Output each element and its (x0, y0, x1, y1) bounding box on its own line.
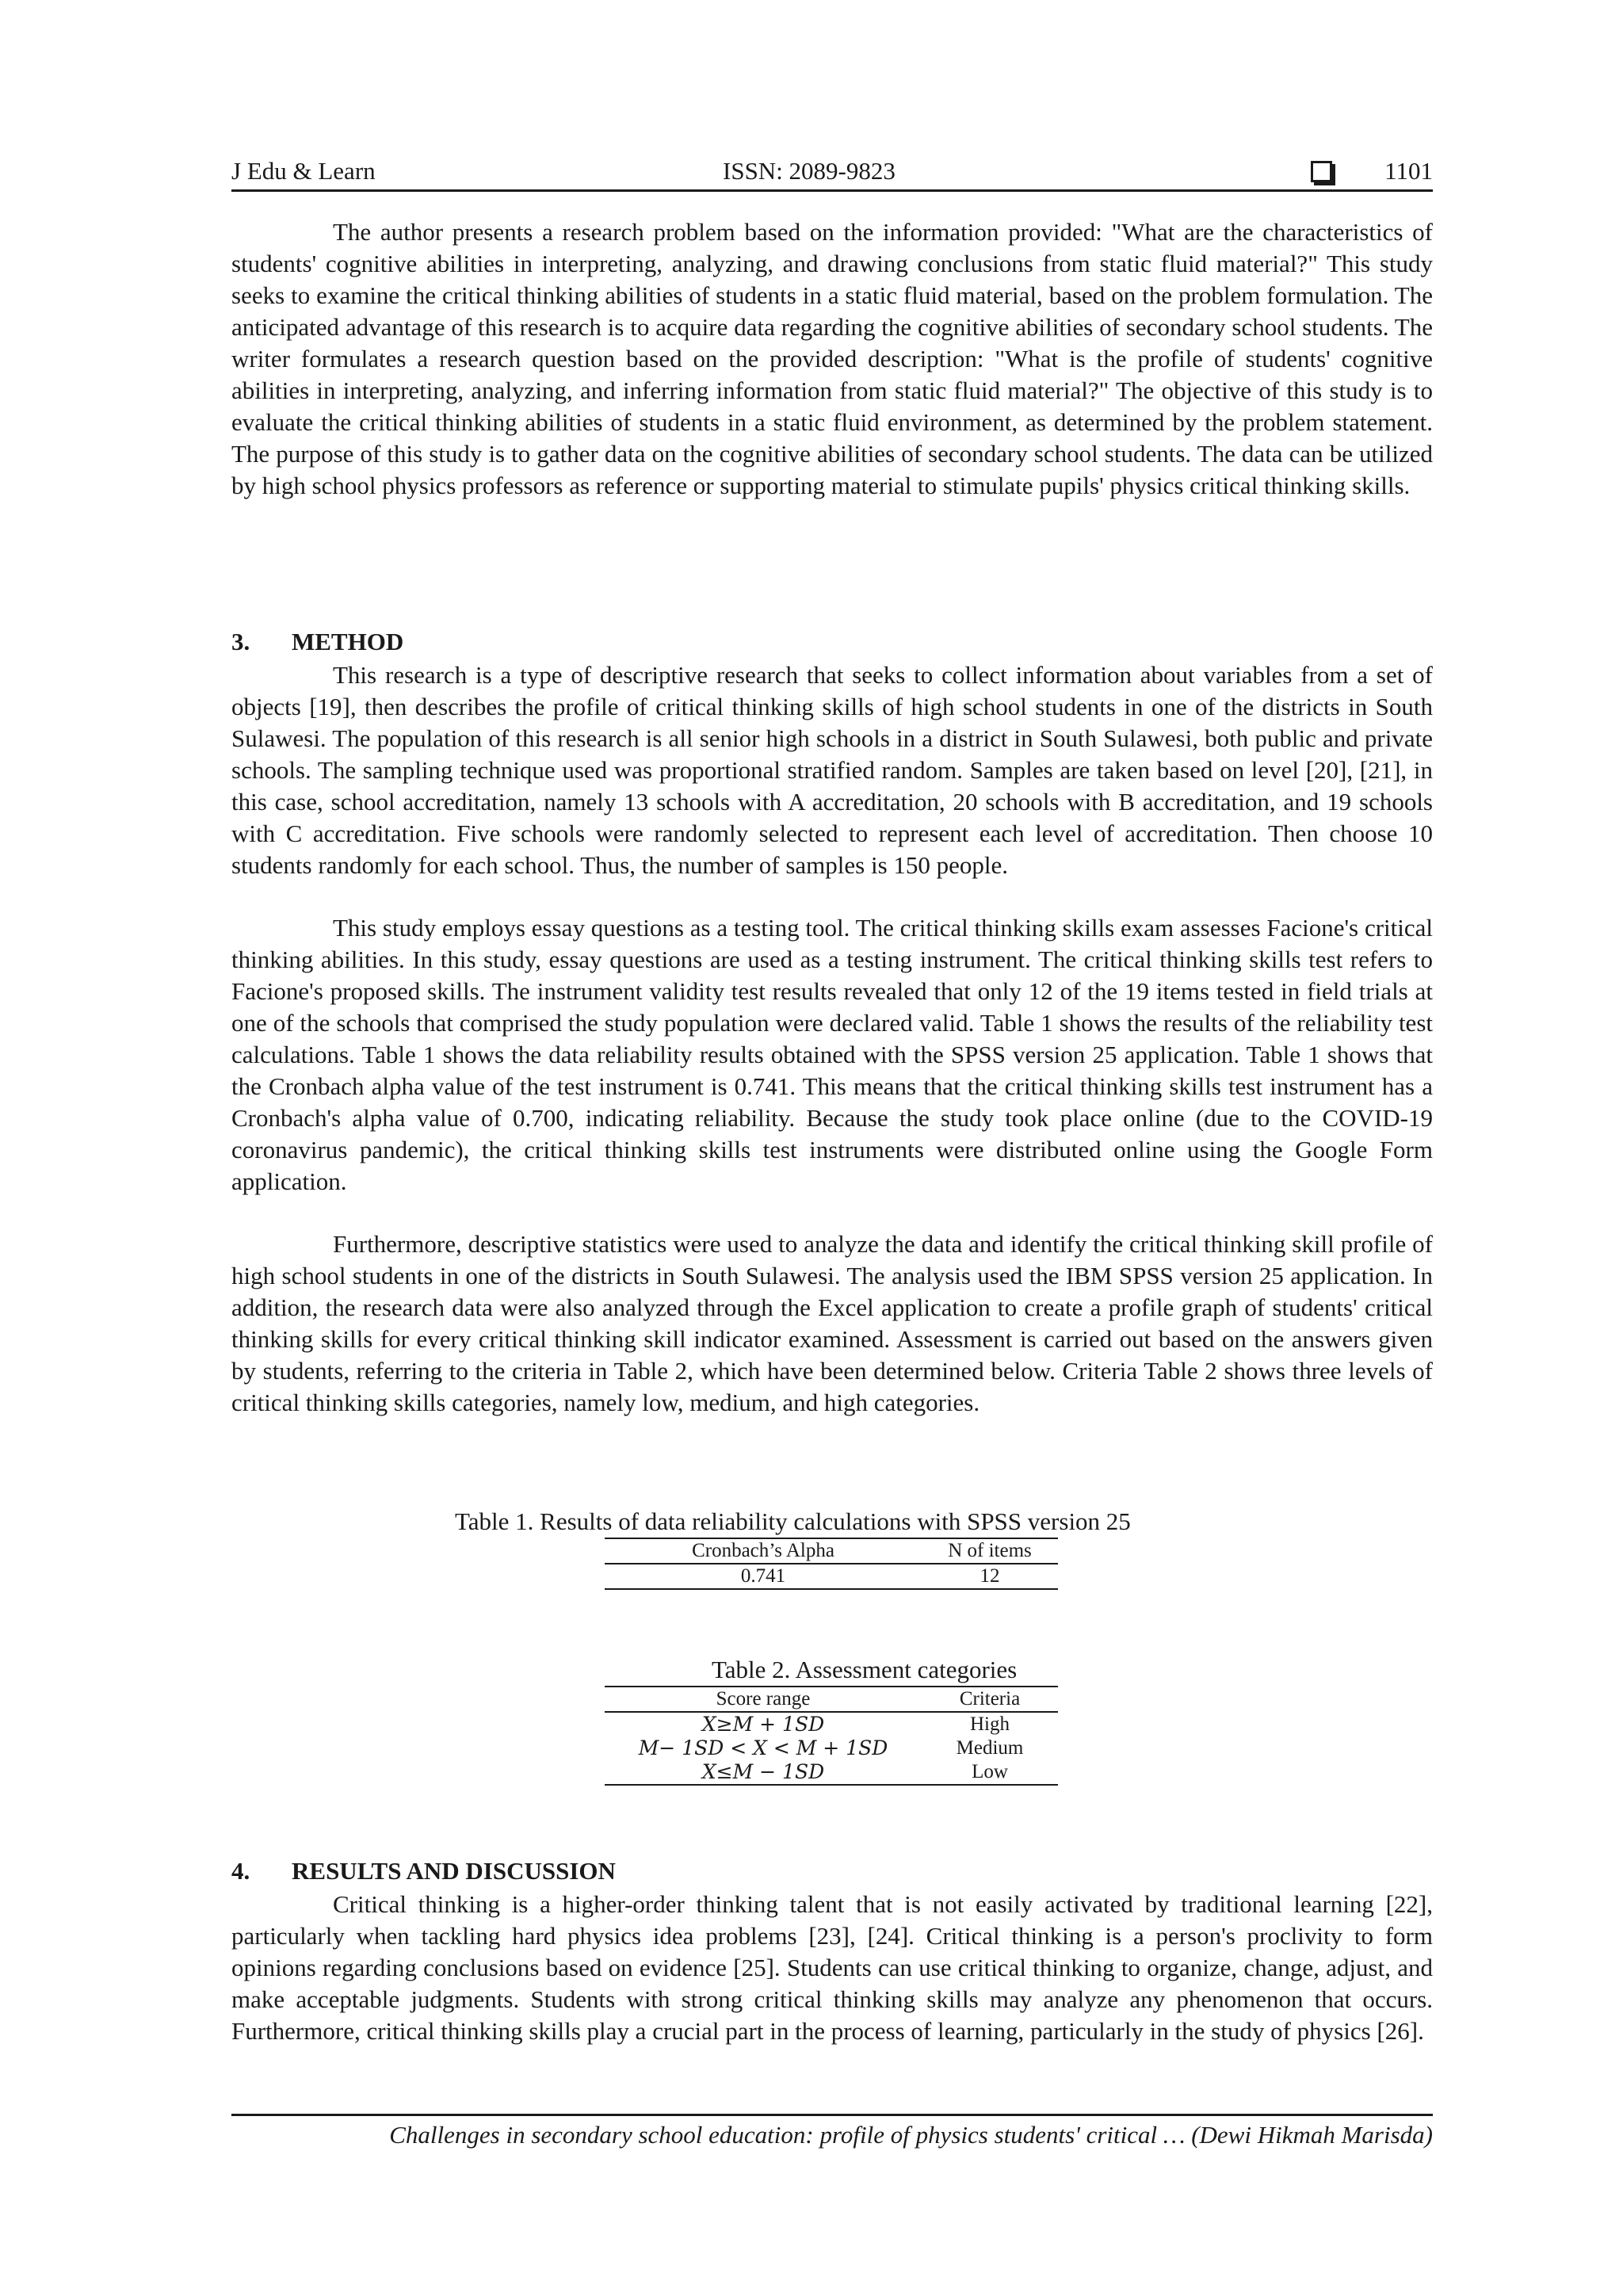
section-heading-method (231, 628, 403, 656)
table-cell: 12 (922, 1564, 1058, 1589)
section-title: METHOD (292, 628, 404, 655)
table-header-row (605, 1687, 1058, 1712)
box-bullet-icon (1311, 161, 1332, 182)
section-heading-results (231, 1857, 616, 1885)
table1-caption: Table 1. Results of data reliability calculations with SPSS version 25 (455, 1507, 1131, 1535)
method-paragraph-3: Furthermore, descriptive statistics were used to analyze the data and identify the critical thinking skill profile of high school students in one of the districts in South Sulawesi. The analysis used the IBM SPSS version 25 application. In addition, the research data were also analyzed through the Excel application to create a profile graph of students' critical thinking skills for every critical thinking skill indicator examined. Assessment is carried out based on the answers given by students, referring to the criteria in Table 2, which have been determined below. Criteria Table 2 shows three levels of critical thinking skills categories, namely low, medium, and high categories. (231, 1230, 1433, 1416)
table1-reliability (605, 1538, 1058, 1590)
issn-label: ISSN: 2089-9823 (723, 157, 896, 185)
table-cell: X≥M + 1SD (701, 1713, 825, 1736)
table-row (605, 1760, 1058, 1785)
table-cell: X≤M − 1SD (605, 1760, 922, 1785)
table-header-cell: N of items (922, 1538, 1058, 1564)
intro-paragraph: The author presents a research problem based on the information provided: "What are the characteristics of students' cognitive abilities in interpreting, analyzing, and drawing conclusions from static fluid material?" This study seeks to examine the critical thinking abilities of students in a static fluid material, based on the problem formulation. The anticipated advantage of this research is to acquire data regarding the cognitive abilities of secondary school students. The writer formulates a research question based on the provided description: "What is the profile of students' cognitive abilities in interpreting, analyzing, and inferring information from static fluid material?" The objective of this study is to evaluate the critical thinking abilities of students in a static fluid environment, as determined by the problem statement. The purpose of this study is to gather data on the cognitive abilities of secondary school students. The data can be utilized by high school physics professors as reference or supporting material to stimulate pupils' physics critical thinking skills. (231, 218, 1433, 499)
section-title: RESULTS AND DISCUSSION (292, 1857, 616, 1885)
table-cell: High (970, 1713, 1010, 1735)
table-header-row (605, 1538, 1058, 1564)
table-cell: 0.741 (605, 1564, 922, 1589)
page-number: 1101 (1384, 157, 1433, 185)
section-number: 4. (231, 1857, 250, 1885)
table-cell: M− 1SD < X < M + 1SD (638, 1736, 888, 1759)
running-footer: Challenges in secondary school education: profile of physics students' critical … (Dewi Hikmah Marisda) (389, 2121, 1433, 2149)
journal-name: J Edu & Learn (231, 157, 376, 185)
table-row (605, 1712, 1058, 1736)
method-paragraph-2: This study employs essay questions as a testing tool. The critical thinking skills exam assesses Facione's critical thinking abilities. In this study, essay questions are used as a testing instrument. The critical thinking skills test refers to Facione's proposed skills. The instrument validity test results revealed that only 12 of the 19 items tested in field trials at one of the schools that comprised the study population were declared valid. Table 1 shows the results of the reliability test calculations. Table 1 shows the data reliability results obtained with the SPSS version 25 application. Table 1 shows that the Cronbach alpha value of the test instrument is 0.741. This means that the critical thinking skills test instrument has a Cronbach's alpha value of 0.700, indicating reliability. Because the study took place online (due to the COVID-19 coronavirus pandemic), the critical thinking skills test instruments were distributed online using the Google Form application. (231, 914, 1433, 1195)
table-header-cell: Score range (605, 1687, 922, 1712)
table-cell: Low (922, 1760, 1058, 1785)
table-row (605, 1736, 1058, 1760)
method-paragraph-1: This research is a type of descriptive research that seeks to collect information about variables from a set of objects [19], then describes the profile of critical thinking skills of high school students in one of the districts in South Sulawesi. The population of this research is all senior high schools in a district in South Sulawesi, both public and private schools. The sampling technique used was proportional stratified random. Samples are taken based on level [20], [21], in this case, school accreditation, namely 13 schools with A accreditation, 20 schools with B accreditation, and 19 schools with C accreditation. Five schools were randomly selected to represent each level of accreditation. Then choose 10 students randomly for each school. Thus, the number of samples is 150 people. (231, 661, 1433, 879)
table-header-cell: Cronbach’s Alpha (605, 1538, 922, 1564)
table2-assessment-categories (605, 1686, 1058, 1786)
table-row (605, 1564, 1058, 1589)
header-rule (231, 189, 1433, 192)
table-header-cell: Criteria (922, 1687, 1058, 1712)
page-header (231, 154, 1433, 190)
section-number: 3. (231, 628, 250, 655)
table2-caption: Table 2. Assessment categories (712, 1656, 1018, 1683)
footer-rule (231, 2114, 1433, 2116)
table-cell: Medium (956, 1737, 1024, 1759)
results-paragraph-1: Critical thinking is a higher-order thinking talent that is not easily activated by traditional learning [22], particularly when tackling hard physics idea problems [23], [24]. Critical thinking is a person's proclivity to form opinions regarding conclusions based on evidence [25]. Students can use critical thinking to organize, change, adjust, and make acceptable judgments. Students with strong critical thinking skills may analyze any phenomenon that occurs. Furthermore, critical thinking skills play a crucial part in the process of learning, particularly in the study of physics [26]. (231, 1890, 1433, 2045)
